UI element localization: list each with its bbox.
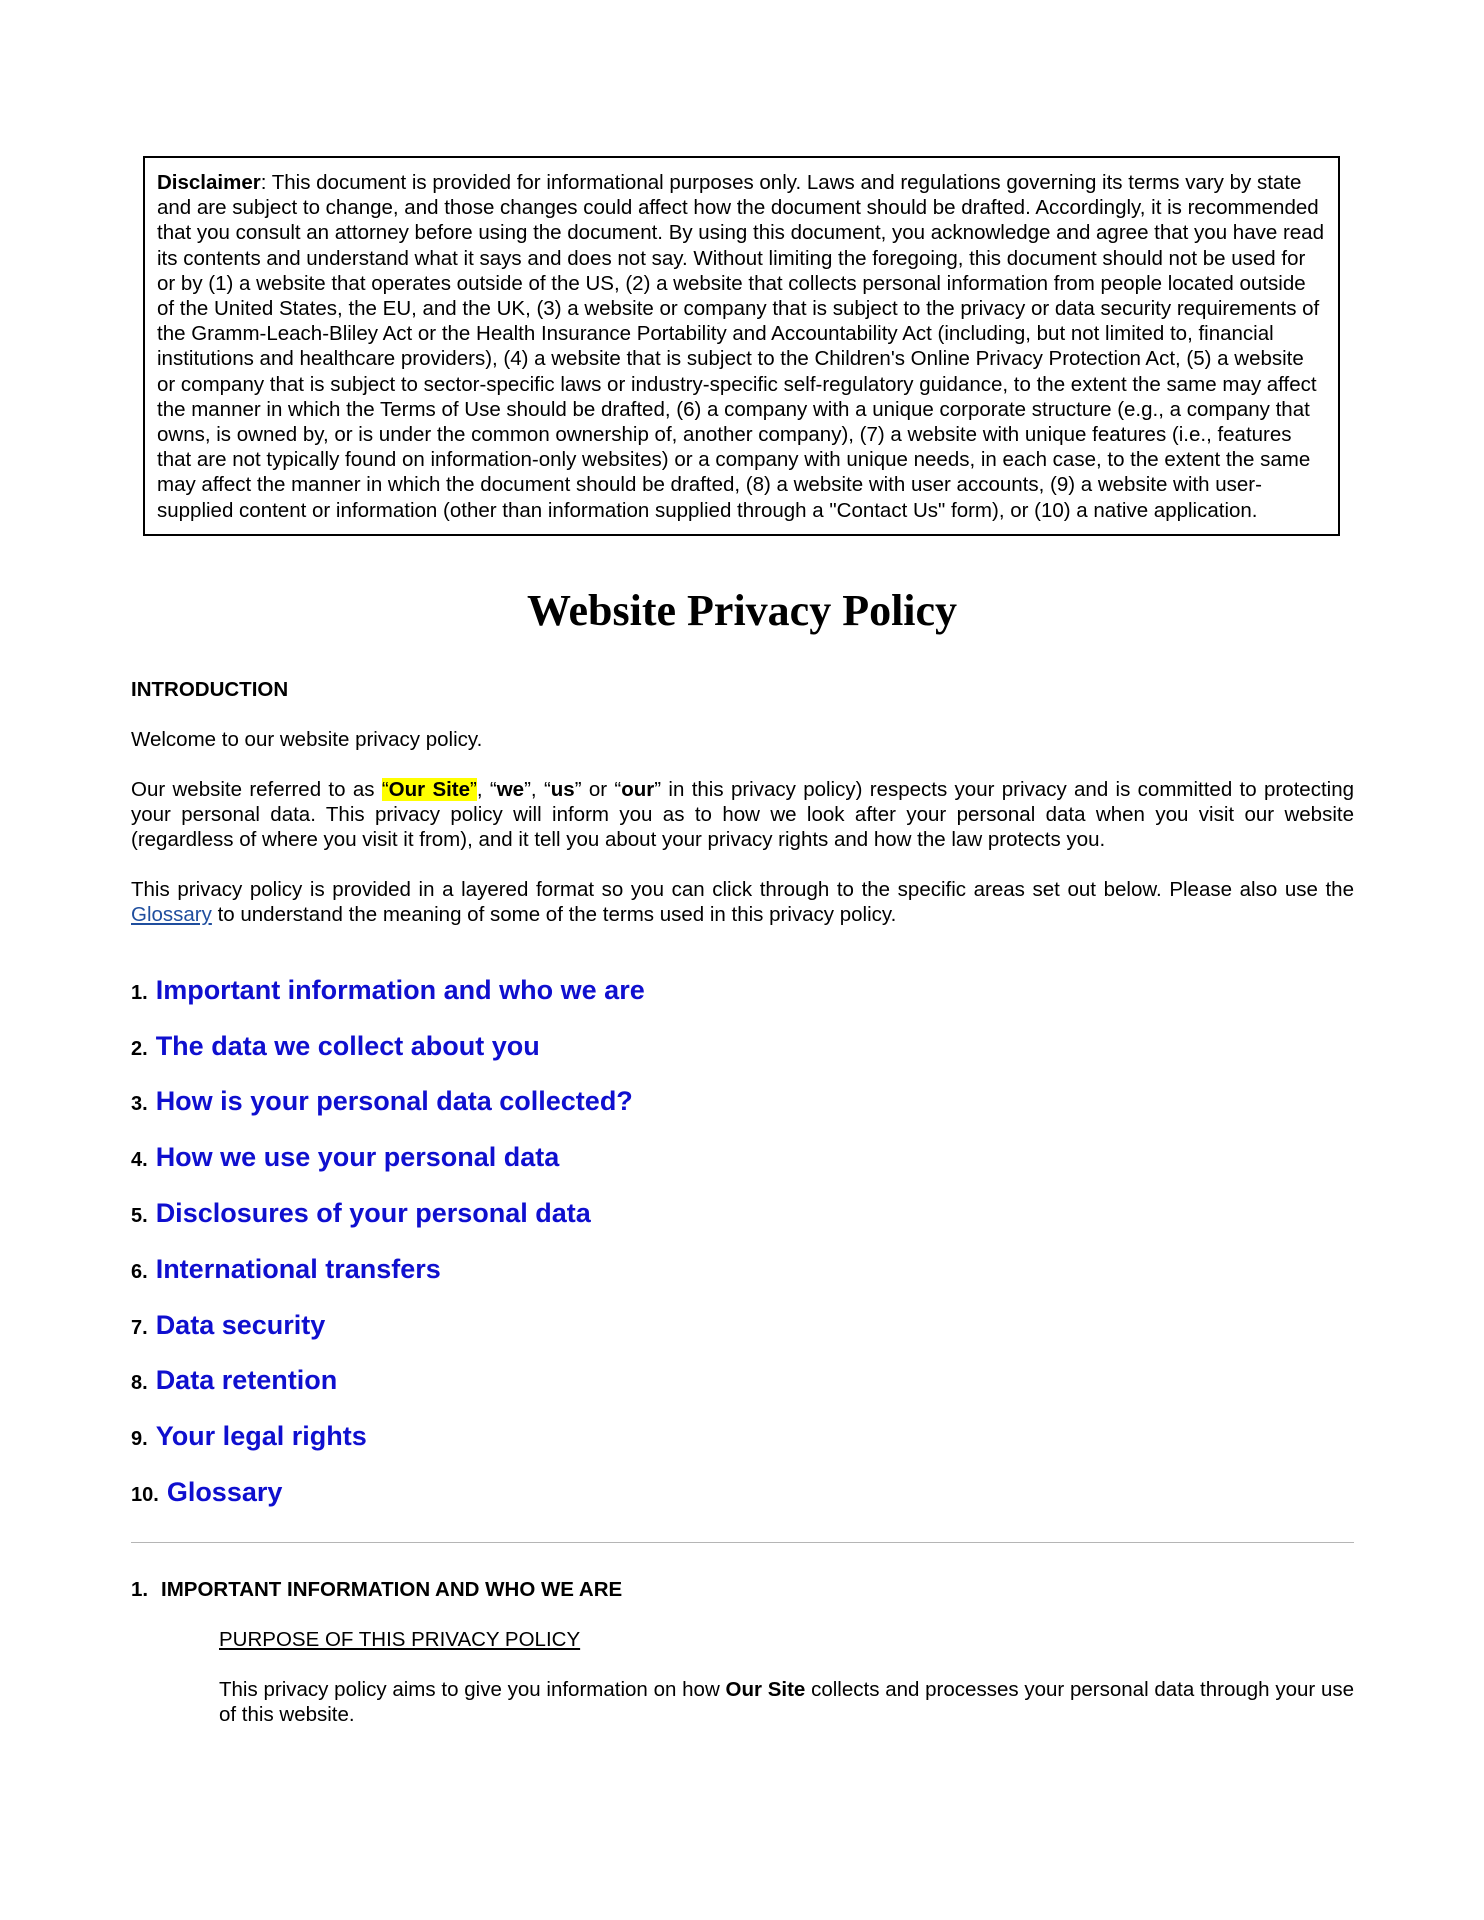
toc-link[interactable]: International transfers (155, 1254, 441, 1284)
highlighted-defined-term (382, 778, 477, 801)
intro-text: ”, “ (524, 778, 551, 801)
toc-item (131, 1031, 540, 1071)
toc-item (131, 1198, 591, 1238)
intro-text: ” or “ (574, 778, 622, 801)
toc-number: 10. (131, 1484, 159, 1506)
quote-mark: ” (470, 778, 477, 801)
intro-paragraph (131, 777, 1354, 853)
toc-number: 7. (131, 1317, 148, 1339)
section-1-heading (131, 1577, 1354, 1602)
toc-link[interactable]: The data we collect about you (155, 1031, 540, 1061)
toc-number: 9. (131, 1428, 148, 1450)
defined-term-our: our (621, 778, 655, 801)
toc-item (131, 1365, 337, 1405)
defined-term-we: we (496, 778, 525, 801)
introduction-heading: INTRODUCTION (131, 678, 289, 701)
paragraph-text: to understand the meaning of some of the terms used in this privacy policy. (211, 903, 897, 927)
intro-text: Our website referred to as (131, 778, 382, 801)
paragraph-text: This privacy policy is provided in a layered format so you can click through to the specific areas set out below. Please also use the (131, 878, 1354, 901)
glossary-link[interactable]: Glossary (131, 903, 212, 927)
toc-number: 2. (131, 1038, 148, 1060)
toc-item (131, 1254, 441, 1294)
toc-number: 6. (131, 1261, 148, 1283)
defined-term-our-site: Our Site (388, 778, 471, 801)
toc-item (131, 1086, 633, 1126)
intro-text: , “ (476, 778, 497, 801)
defined-term-our-site: Our Site (725, 1678, 806, 1701)
paragraph-text: collects and processes your personal data through your use of this website. (219, 1678, 1355, 1727)
disclaimer-label: Disclaimer (157, 171, 261, 194)
toc-link[interactable]: How we use your personal data (155, 1142, 560, 1172)
page-title: Website Privacy Policy (526, 586, 958, 635)
purpose-paragraph (219, 1677, 1354, 1727)
toc-number: 8. (131, 1372, 148, 1394)
toc-item (131, 1421, 367, 1461)
toc-link[interactable]: Glossary (166, 1477, 283, 1507)
quote-mark: “ (381, 778, 389, 801)
toc-number: 1. (131, 982, 148, 1004)
disclaimer-text: : This document is provided for informational purposes only. Laws and regulations governing its terms vary by state and are subject to change, and those changes could affect how the document should be drafted. Accordingly, it is recommended that you consult an attorney before using the document. By using this document, you acknowledge and agree that you have read its contents and understand what it says and does not say. Without limiting the foregoing, this document should not be used for or by (1) a website that operates outside of the US, (2) a website that collects personal information from people located outside of the United States, the EU, and the UK, (3) a website or company that is subject to the privacy or data security requirements of the Gramm-Leach-Bliley Act or the Health Insurance Portability and Accountability Act (including, but not limited to, financial institutions and healthcare providers), (4) a website that is subject to the Children's Online Privacy Protection Act, (5) a website or company that is subject to sector-specific laws or industry-specific self-regulatory guidance, to the extent the same may affect the manner in which the Terms of Use should be drafted, (6) a company with a unique corporate structure (e.g., a company that owns, is owned by, or is under the common ownership of, another company), (7) a website with unique features (i.e., features that are not typically found on information-only websites) or a company with unique needs, in each case, to the extent the same may affect the manner in which the document should be drafted, (8) a website with user accounts, (9) a website with user-supplied content or information (other than information supplied through a "Contact Us" form), or (10) a native application. (157, 171, 1324, 522)
defined-term-us: us (550, 778, 575, 801)
toc-item (131, 1477, 282, 1517)
toc-number: 4. (131, 1149, 148, 1171)
toc-item (131, 1142, 559, 1182)
toc-number: 5. (131, 1205, 148, 1227)
section-title: IMPORTANT INFORMATION AND WHO WE ARE (161, 1578, 623, 1601)
toc-link[interactable]: How is your personal data collected? (155, 1086, 633, 1116)
disclaimer-box (143, 156, 1340, 536)
welcome-paragraph: Welcome to our website privacy policy. (131, 728, 483, 751)
intro-text: ” in this privacy policy) respects your privacy and is committed to protecting your personal data. This privacy policy will inform you as to how we look after your personal data when you visit our website (regardless of where you visit it from), and it tell you about your privacy rights and how the law protects you. (131, 778, 1355, 852)
toc-item (131, 975, 645, 1015)
toc-number: 3. (131, 1093, 148, 1115)
horizontal-divider (131, 1542, 1354, 1543)
toc-item (131, 1310, 325, 1350)
toc-link[interactable]: Your legal rights (155, 1421, 367, 1451)
toc-link[interactable]: Data security (155, 1310, 326, 1340)
toc-link[interactable]: Data retention (155, 1365, 338, 1395)
toc-link[interactable]: Important information and who we are (155, 975, 645, 1005)
layered-format-paragraph (131, 877, 1354, 927)
paragraph-text: This privacy policy aims to give you information on how (219, 1678, 726, 1701)
section-number: 1. (131, 1578, 149, 1601)
purpose-subheading: PURPOSE OF THIS PRIVACY POLICY (219, 1628, 581, 1651)
toc-link[interactable]: Disclosures of your personal data (155, 1198, 591, 1228)
